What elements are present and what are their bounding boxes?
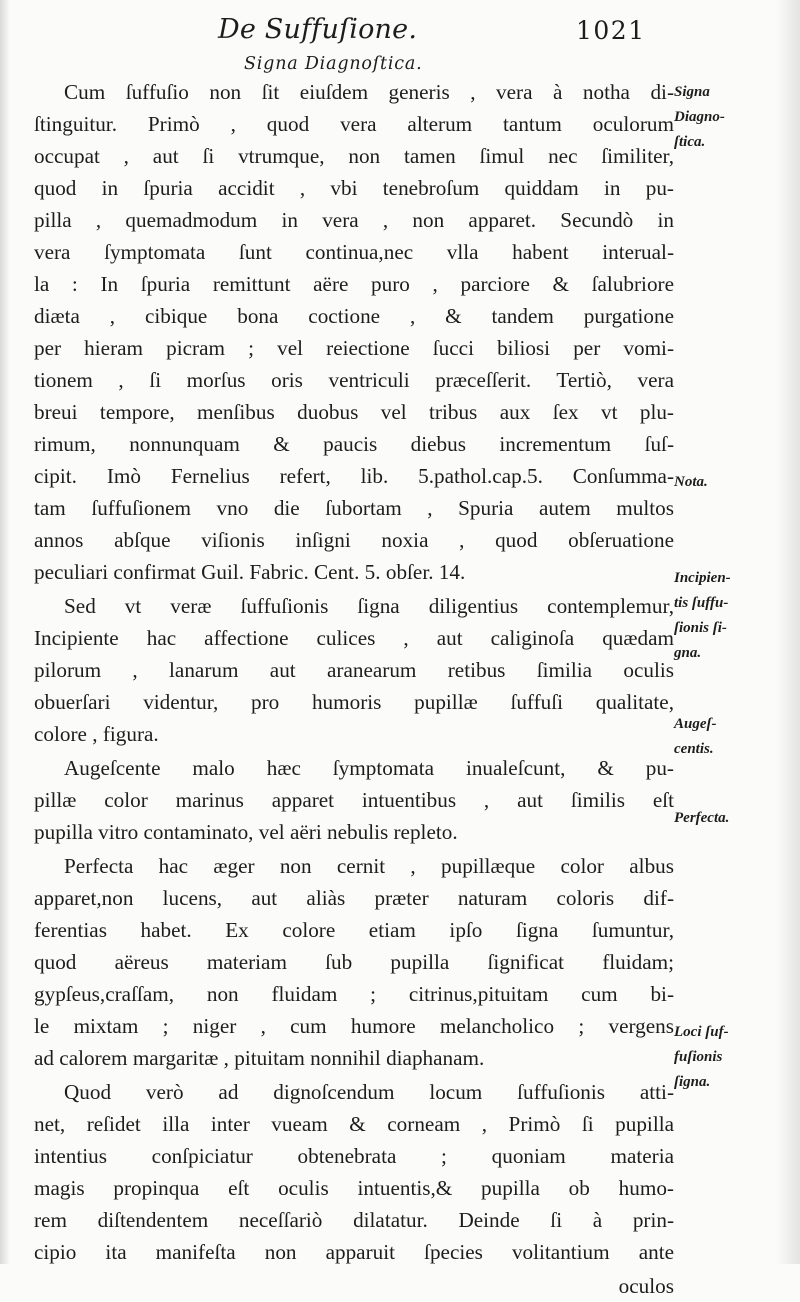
text-line: quod in ſpuria accidit , vbi tenebroſum quiddam in pu- <box>34 176 674 200</box>
text-line: Augeſcente malo hæc ſymptomata inualeſcunt, & pu- <box>64 756 674 780</box>
text-line: per hieram picram ; vel reiectione ſucci biliosi per vomi- <box>34 336 674 360</box>
margin-note-line: tis ſuffu- <box>674 595 729 611</box>
margin-note-nota <box>674 470 794 495</box>
margin-note-line: Loci ſuf- <box>674 1024 729 1040</box>
margin-note-line: Incipien- <box>674 570 731 586</box>
text-line: Quod verò ad dignoſcendum locum ſuffuſionis atti- <box>64 1080 674 1104</box>
text-line: cipio ita manifeſta non apparuit ſpecies volitantium ante <box>34 1240 674 1264</box>
text-line: la : In ſpuria remittunt aëre puro , parciore & ſalubriore <box>34 272 674 296</box>
text-line: pilorum , lanarum aut aranearum retibus ſimilia oculis <box>34 658 674 682</box>
text-line: net, reſidet illa inter vueam & corneam , Primò ſi pupilla <box>34 1112 674 1136</box>
text-line: pilla , quemadmodum in vera , non apparet. Secundò in <box>34 208 674 232</box>
text-line: Sed vt veræ ſuffuſionis ſigna diligentius contemplemur, <box>64 594 674 618</box>
margin-note-line: Augeſ- <box>674 716 717 732</box>
text-line: vera ſymptomata ſunt continua,nec vlla habent interual- <box>34 240 674 264</box>
text-line: peculiari confirmat Guil. Fabric. Cent. 5. obſer. 14. <box>34 560 466 584</box>
text-line: tam ſuffuſionem vno die ſubortam , Spuria autem multos <box>34 496 674 520</box>
margin-note-line: fuſionis <box>674 1049 723 1065</box>
text-line: tionem , ſi morſus oris ventriculi præceſſerit. Tertiò, vera <box>34 368 674 392</box>
catchword: oculos <box>618 1274 674 1298</box>
margin-note-line: gna. <box>674 645 702 661</box>
page-number: 1021 <box>576 16 646 45</box>
text-line: Perfecta hac æger non cernit , pupillæque color albus <box>64 854 674 878</box>
text-line: diæta , cibique bona coctione , & tandem purgatione <box>34 304 674 328</box>
text-line: ſtinguitur. Primò , quod vera alterum tantum oculorum <box>34 112 674 136</box>
text-line: ferentias habet. Ex colore etiam ipſo ſigna ſumuntur, <box>34 918 674 942</box>
text-line: intentius conſpiciatur obtenebrata ; quoniam materia <box>34 1144 674 1168</box>
margin-note-line: Nota. <box>674 474 708 490</box>
text-line: cipit. Imò Fernelius refert, lib. 5.pathol.cap.5. Conſumma- <box>34 464 674 488</box>
margin-note-loci-suffusionis <box>674 1020 794 1095</box>
text-line: pillæ color marinus apparet intuentibus , aut ſimilis eſt <box>34 788 674 812</box>
margin-note-signa-diagnostica <box>674 80 794 155</box>
text-line: ad calorem margaritæ , pituitam nonnihil diaphanam. <box>34 1046 485 1070</box>
text-line: Cum ſuffuſio non ſit eiuſdem generis , vera à notha di- <box>64 80 674 104</box>
margin-note-perfecta <box>674 806 794 831</box>
margin-note-incipientis <box>674 566 794 666</box>
page-gutter-shadow <box>0 0 10 1264</box>
text-line: colore , figura. <box>34 722 159 746</box>
margin-note-line: ſtica. <box>674 134 706 150</box>
text-line: gypſeus,craſſam, non fluidam ; citrinus,pituitam cum bi- <box>34 982 674 1006</box>
margin-note-line: Signa <box>674 84 710 100</box>
margin-note-line: centis. <box>674 741 714 757</box>
margin-note-line: Diagno- <box>674 109 725 125</box>
margin-note-line: ſionis ſi- <box>674 620 727 636</box>
text-line: rem diſtendentem neceſſariò dilatatur. Deinde ſi à prin- <box>34 1208 674 1232</box>
text-line: Incipiente hac affectione culices , aut caliginoſa quædam <box>34 626 674 650</box>
text-line: magis propinqua eſt oculis intuentis,& pupilla ob humo- <box>34 1176 674 1200</box>
text-line: occupat , aut ſi vtrumque, non tamen ſimul nec ſimiliter, <box>34 144 674 168</box>
margin-note-augescentis <box>674 712 794 762</box>
text-line: obuerſari videntur, pro humoris pupillæ ſuffuſi qualitate, <box>34 690 674 714</box>
text-line: rimum, nonnunquam & paucis diebus incrementum ſuſ- <box>34 432 674 456</box>
section-subtitle: Signa Diagnoſtica. <box>244 54 423 74</box>
text-line: quod aëreus materiam ſub pupilla ſignificat fluidam; <box>34 950 674 974</box>
text-line: annos abſque viſionis inſigni noxia , quod obſeruatione <box>34 528 674 552</box>
margin-note-line: Perfecta. <box>674 810 730 826</box>
margin-note-line: ſigna. <box>674 1074 711 1090</box>
text-line: pupilla vitro contaminato, vel aëri nebulis repleto. <box>34 820 458 844</box>
text-line: apparet,non lucens, aut aliàs præter naturam coloris dif- <box>34 886 674 910</box>
text-line: breui tempore, menſibus duobus vel tribus aux ſex vt plu- <box>34 400 674 424</box>
text-line: le mixtam ; niger , cum humore melancholico ; vergens <box>34 1014 674 1038</box>
running-head-title: De Suffuſione. <box>218 14 418 45</box>
